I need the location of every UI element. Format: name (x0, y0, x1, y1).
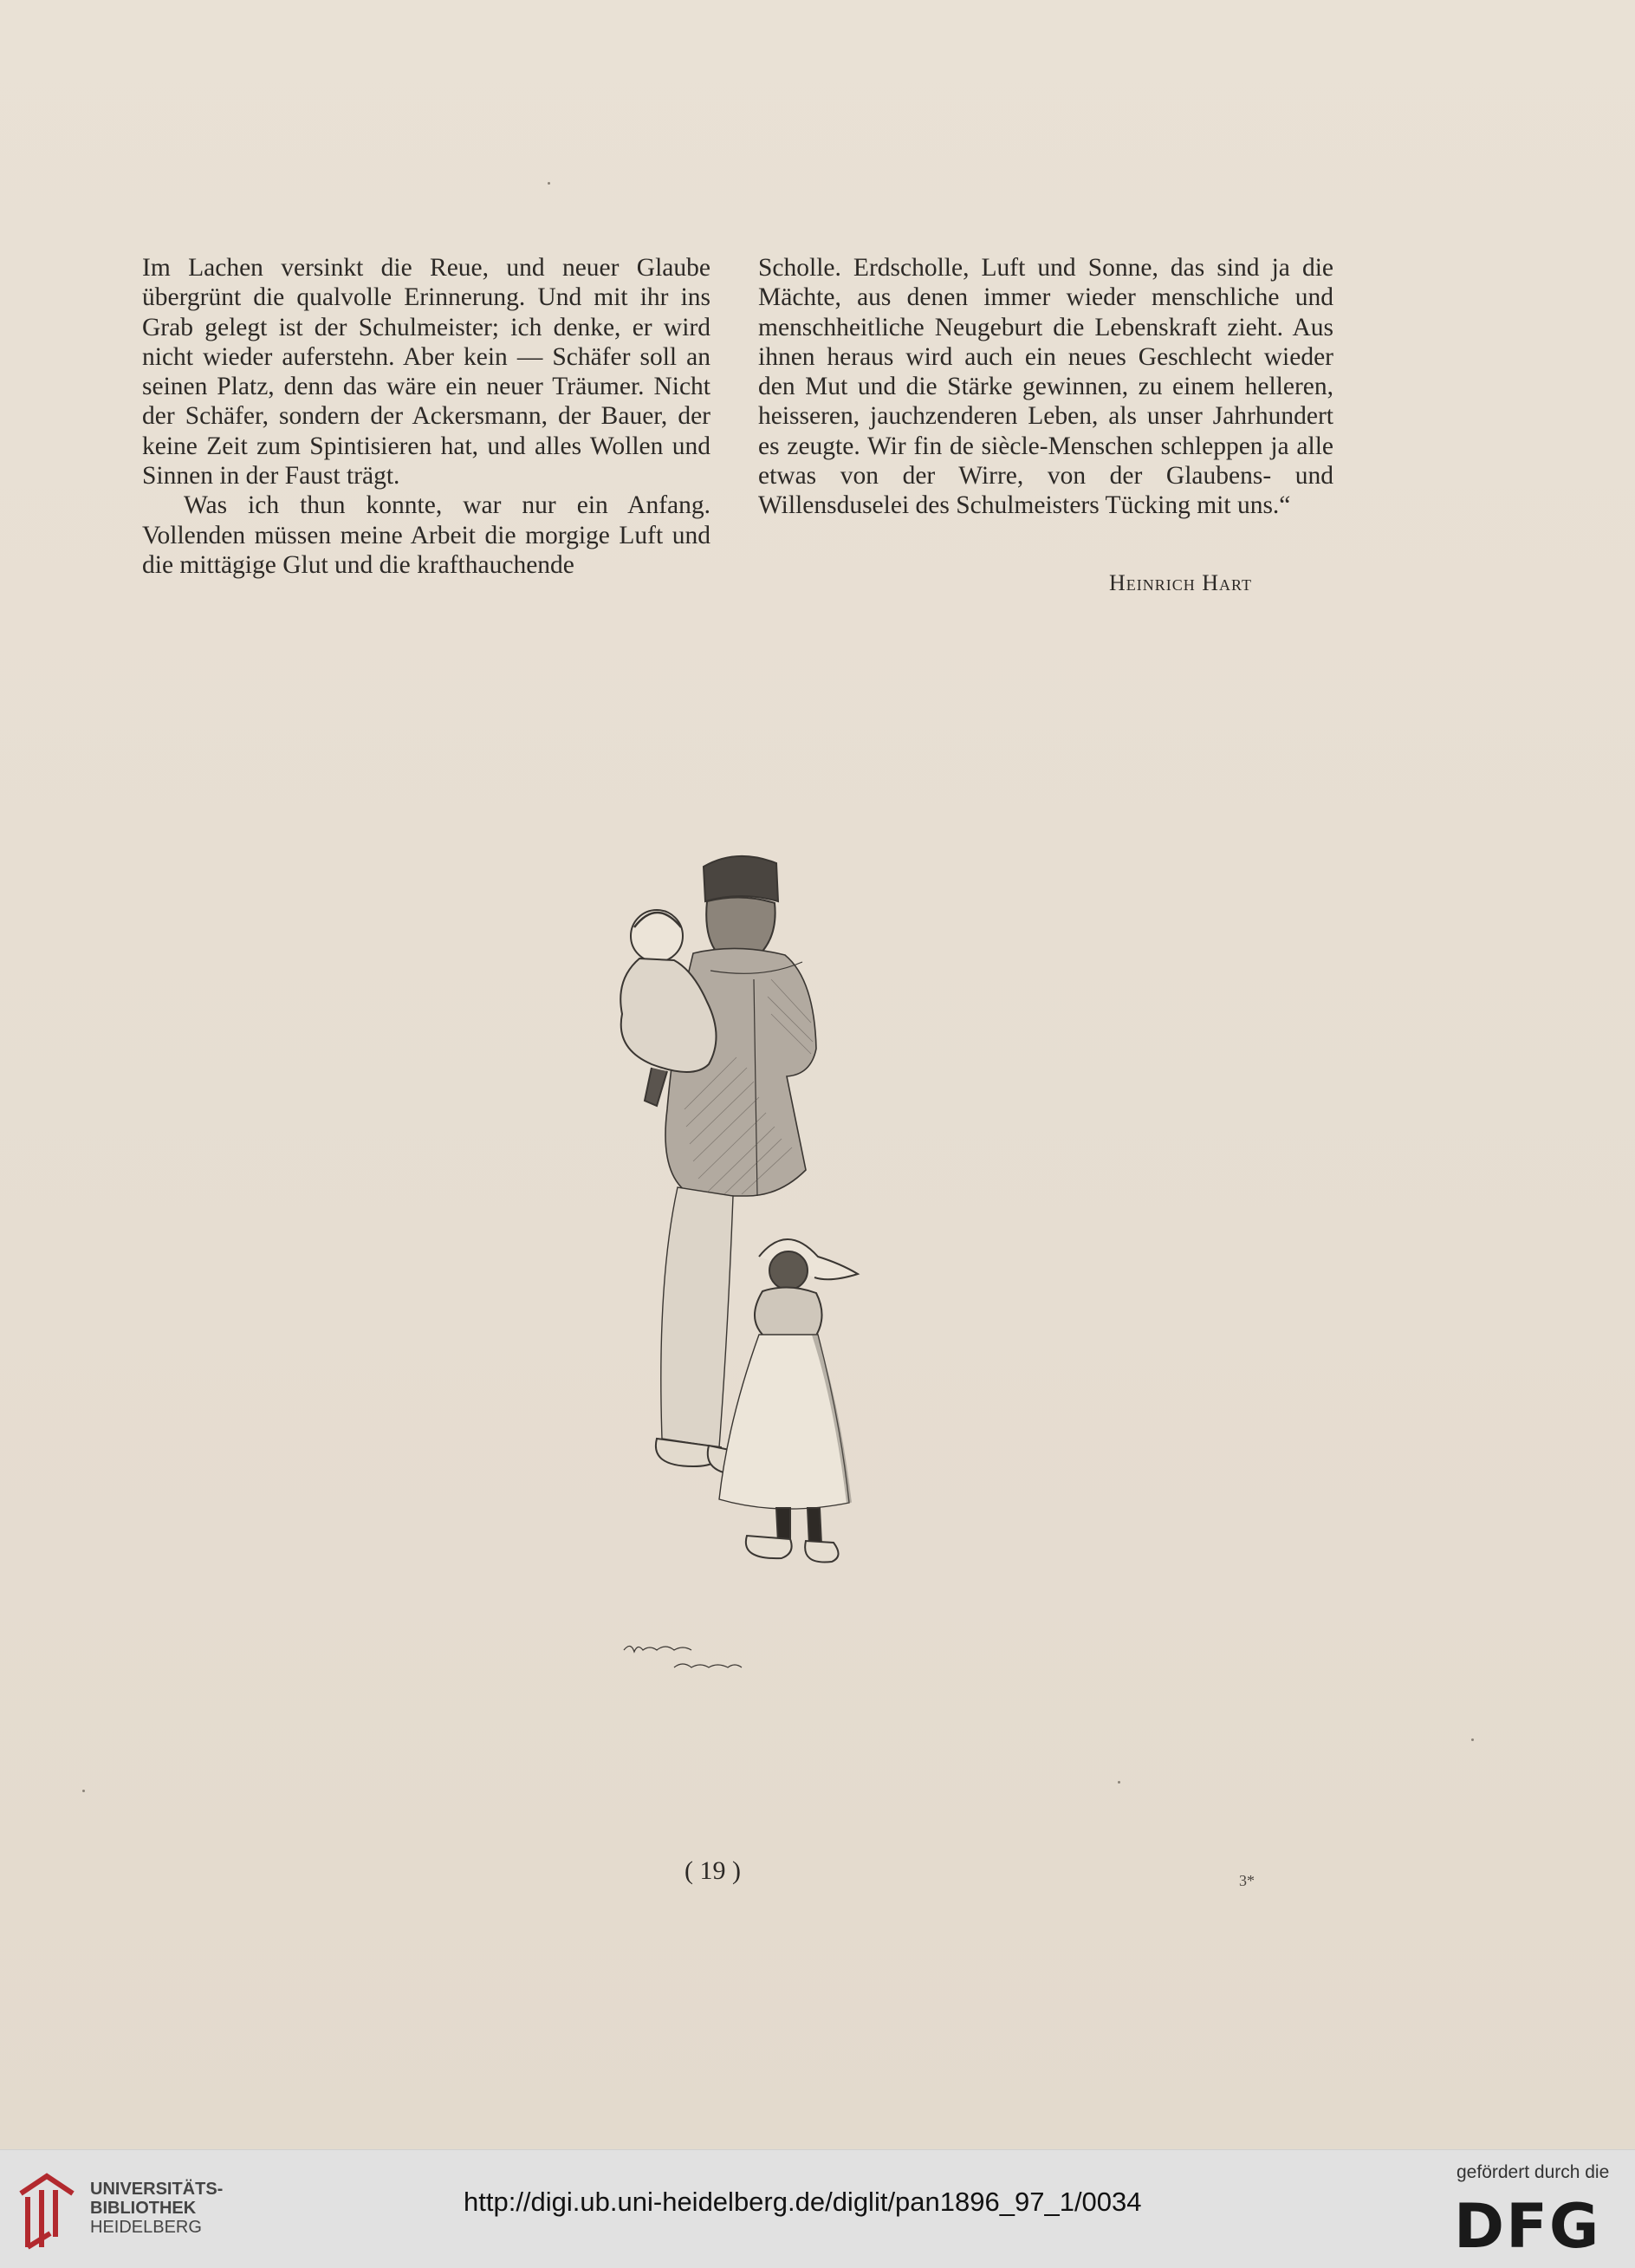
artist-signature-icon (622, 1640, 752, 1674)
page-number: ( 19 ) (684, 1856, 741, 1885)
library-name-line: UNIVERSITÄTS- (90, 2180, 224, 2199)
paragraph: Im Lachen versinkt die Reue, und neuer Glaube übergrünt die qualvolle Erinnerung. Und mit ihr ins Grab gelegt ist der Schulmeister; ich denke, er wird nicht wieder auferstehn. Aber kein — Schäfer soll an seinen Platz, denn das wäre ein neuer Träumer. Nicht der Schäfer, sondern der Ackersmann, der Bauer, der keine Zeit zum Spintisieren hat, und alles Wollen und Sinnen in der Faust trägt. (142, 254, 710, 491)
paper-speck (1118, 1781, 1120, 1784)
paper-speck (1471, 1738, 1474, 1741)
ub-heidelberg-logo-icon[interactable] (16, 2167, 78, 2254)
funding-label: gefördert durch die (1457, 2162, 1610, 2182)
sheet-signature-mark: 3* (1239, 1872, 1255, 1889)
paragraph: Was ich thun konnte, war nur ein Anfang. Vollenden müssen meine Arbeit die morgige Luft und die mittägige Glut und die krafthauchende (142, 491, 710, 579)
library-name (90, 2180, 223, 2237)
dfg-logo-text: DFG (1454, 2195, 1601, 2252)
paper-speck (548, 182, 550, 185)
illustration-figures (555, 849, 901, 1586)
viewer-footer (0, 2149, 1635, 2268)
library-name-line: HEIDELBERG (90, 2218, 202, 2237)
permalink-url[interactable]: http://digi.ub.uni-heidelberg.de/diglit/pan1896_97_1/0034 (464, 2187, 1142, 2217)
library-name-line: BIBLIOTHEK (90, 2199, 197, 2218)
author-signature: Heinrich Hart (1109, 570, 1252, 595)
text-column-right (758, 253, 1333, 521)
paper-speck (82, 1790, 85, 1792)
paragraph: Scholle. Erdscholle, Luft und Sonne, das sind ja die Mächte, aus denen immer wieder menschliche und menschheitliche Neugeburt die Lebenskraft zieht. Aus ihnen heraus wird auch ein neues Geschlecht wieder den Mut und die Stärke gewinnen, zu einem helleren, heisseren, jauchzenderen Leben, als unser Jahrhundert es zeugte. Wir fin de siècle-Menschen schleppen ja alle etwas von der Wirre, von der Glaubens- und Willensduselei des Schulmeisters Tücking mit uns.“ (758, 254, 1333, 520)
text-column-left (142, 253, 710, 580)
dfg-logo-icon[interactable] (1454, 2195, 1613, 2252)
